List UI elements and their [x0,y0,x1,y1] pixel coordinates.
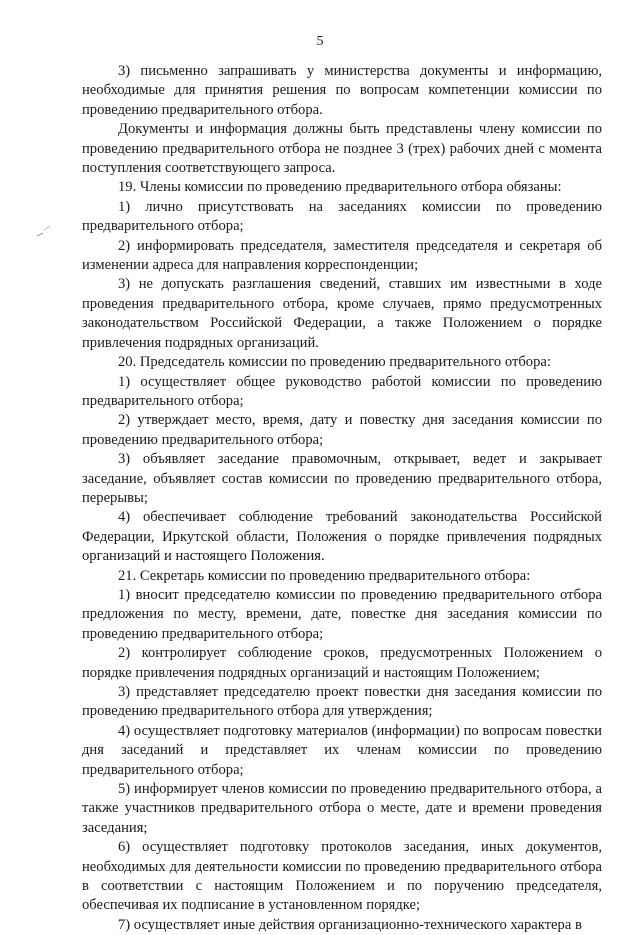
paragraph-20-1: 1) осуществляет общее руководство работой комиссии по проведению предварительного отбора; [82,373,602,409]
paragraph-21-5: 5) информирует членов комиссии по проведению предварительного отбора, а также участников предварительного отбора о месте, дате и времени проведения заседания; [82,781,602,836]
paragraph-21-3: 3) представляет председателю проект повестки дня заседания комиссии по проведению предварительного отбора для утверждения; [82,684,602,720]
paragraph-documents-deadline: Документы и информация должны быть представлены члену комиссии по проведению предварительного отбора не позднее 3 (трех) рабочих дней с момента поступления соответствующего запроса. [82,121,602,177]
paragraph-21-4: 4) осуществляет подготовку материалов (информации) по вопросам повестки дня заседаний и представляет их членам комиссии по проведению предварительного отбора; [82,722,602,778]
paragraph-20-heading: 20. Председатель комиссии по проведению предварительного отбора: [118,354,551,371]
paragraph-20-2: 2) утверждает место, время, дату и повестку дня заседания комиссии по проведению предварительного отбора; [82,412,602,448]
paragraph-21-7: 7) осуществляет иные действия организационно-технического характера в [118,916,582,933]
margin-scan-mark [34,222,56,240]
paragraph-19-2: 2) информировать председателя, заместителя председателя и секретаря об изменении адреса для направления корреспонденции; [82,237,602,274]
paragraph-21-2: 2) контролирует соблюдение сроков, предусмотренных Положением о порядке привлечения подрядных организаций и настоящим Положением; [82,645,602,681]
paragraph-18-3: 3) письменно запрашивать у министерства документы и информацию, необходимые для принятия решения по вопросам компетенции комиссии по проведению предварительного отбора. [82,63,602,118]
paragraph-20-3: 3) объявляет заседание правомочным, открывает, ведет и закрывает заседание, объявляет состав комиссии по проведению предварительного отбора, перерывы; [82,451,602,506]
document-body [82,62,602,935]
paragraph-21-heading: 21. Секретарь комиссии по проведению предварительного отбора: [118,567,531,584]
paragraph-19-3: 3) не допускать разглашения сведений, ставших им известными в ходе проведения предварительного отбора, кроме случаев, прямо предусмотренных законодательством Российской Федерации, а также Положением о порядке привлечения подрядных организаций. [82,276,602,351]
paragraph-20-4: 4) обеспечивает соблюдение требований законодательства Российской Федерации, Иркутской области, Положения о порядке привлечения подрядных организаций и настоящего Положения. [82,509,602,565]
paragraph-21-6: 6) осуществляет подготовку протоколов заседания, иных документов, необходимых для деятельности комиссии по проведению предварительного отбора в соответствии с настоящим Положением и по поручению председателя, обеспечивая их подписание в установленном порядке; [82,839,602,914]
paragraph-19-heading: 19. Члены комиссии по проведению предварительного отбора обязаны: [118,179,562,196]
paragraph-21-1: 1) вносит председателю комиссии по проведению предварительного отбора предложения по месту, времени, дате, повестке дня заседания комиссии по проведению предварительного отбора; [82,586,602,642]
page-number: 5 [316,34,324,49]
paragraph-19-1: 1) лично присутствовать на заседаниях комиссии по проведению предварительного отбора; [82,198,602,235]
